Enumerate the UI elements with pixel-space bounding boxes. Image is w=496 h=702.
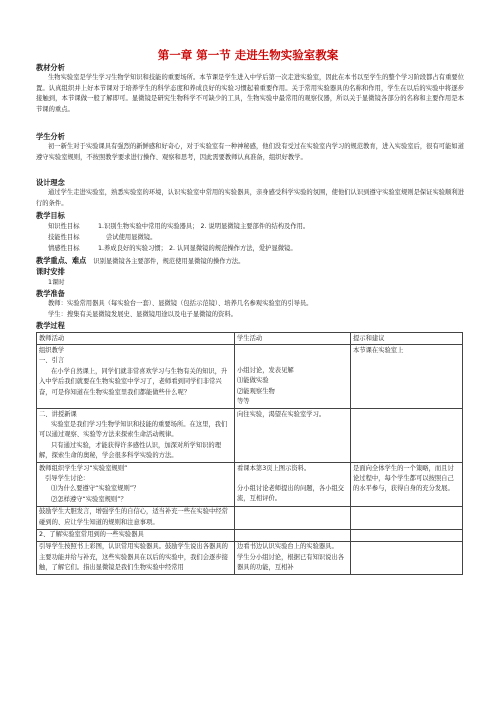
cell-line: ⑵怎样遵守“实验室规则”？ bbox=[51, 495, 127, 503]
cell-spacer bbox=[237, 346, 348, 366]
cell-line: 边看书边认识实验台上的实验器具。 bbox=[237, 543, 338, 551]
section-heading-goals: 教学目标 bbox=[36, 211, 65, 220]
cell-line: 教师组织学生学习“实验室规则” bbox=[39, 464, 128, 472]
students-paragraph: 初一新生对于实验课具有强烈的新鲜感和好奇心，对于实验室有一种神秘感，他们没有受过在实验室内学习的规范教育，进入实验室后，很有可能如道遵守实验室规则，不按照教学要求进行操作、观察和思考，因此需要教师认真准备，组织好教学。 bbox=[36, 143, 464, 161]
student-cell bbox=[235, 409, 351, 463]
cell-line: 小组讨论，发表见解 bbox=[237, 366, 294, 374]
student-cell bbox=[235, 506, 351, 529]
schedule-text: 1课时 bbox=[48, 279, 65, 286]
header-teacher: 教师活动 bbox=[37, 333, 235, 345]
cell-line: 实验室是我们学习生物学知识和技能的重要场所。在这里，我们可以通过观察、实验等方法来探索生命活动规律。 bbox=[39, 420, 228, 439]
student-cell bbox=[235, 345, 351, 409]
cell-line: 只有通过实验，才能获得许多感性认识，加深对所学知识的理解，探索生命的奥秘，学会很多科学实验的方法。 bbox=[39, 441, 222, 460]
concept-paragraph: 通过学生走进实验室，熟悉实验室的环境，认识实验室中常用的实验器具，亲身感受科学实验的氛围，使他们认识到遵守实验室规则是保证实验顺利进行的条件。 bbox=[36, 189, 464, 207]
section-heading-concept: 设计理念 bbox=[36, 178, 65, 187]
table-header-row bbox=[37, 333, 463, 345]
teacher-cell bbox=[37, 541, 235, 574]
cell-line: 本节课在实验室上 bbox=[353, 346, 404, 354]
teacher-cell bbox=[37, 409, 235, 463]
skill-goal-text: 尝试使用显微镜。 bbox=[106, 234, 157, 241]
tip-cell bbox=[351, 506, 463, 529]
cell-line: 2、了解实验室常用到的一些实验器具 bbox=[39, 531, 144, 538]
table-row bbox=[37, 529, 463, 541]
cell-line: 引导学生按照书上彩图，认识常用实验器具。鼓励学生说出各器具的主要功能并给与补充，这些实验器具在以后的实验中，我们会逐步接触，了解它们。指出显微镜是我们生物实验中经常用 bbox=[39, 543, 228, 572]
cell-line: 引导学生讨论： bbox=[45, 474, 90, 482]
tip-cell bbox=[351, 463, 463, 507]
tip-cell bbox=[351, 409, 463, 463]
section-heading-students: 学生分析 bbox=[36, 132, 65, 141]
analysis-paragraph: 生物实验室是学生学习生物学知识和技能的重要场所。本节课是学生进入中学后第一次走进实验室，因此在本书以至学生的整个学习阶段都占有重要位置。认真组织并上好本节课对于培养学生的科学态度和养成良好的实验习惯起着重要作用。关于常用实验器具的名称和作用，学生在以后的实验中将逐步接触到，本节课做一般了解即可。显微镜是研究生物科学不可缺少的工具，生物实验中最常用的观察仪器，所以关于显微镜各部分的名称和主要作用是本节课的重点。 bbox=[36, 74, 464, 113]
table-row bbox=[37, 345, 463, 409]
emotion-goal-text: 1.养成良好的实验习惯； 2. 认同显微镜的规范操作方法，爱护显微镜。 bbox=[98, 245, 297, 252]
teacher-cell bbox=[37, 506, 235, 529]
cell-line: 分小组讨论老师提出的问题，各小组交流，互相评价。 bbox=[237, 484, 345, 503]
cell-line: 二、讲授新课 bbox=[39, 410, 77, 418]
cell-line: ⑵能观察生物 bbox=[237, 387, 275, 395]
table-row bbox=[37, 541, 463, 574]
tip-cell bbox=[351, 541, 463, 574]
teacher-cell bbox=[37, 463, 235, 507]
cell-line: 等等 bbox=[237, 398, 250, 406]
key-points-text: 识别显微镜各主要部件，规范使用显微镜的操作方法。 bbox=[93, 258, 245, 265]
teacher-preparation: 教师：实验常用器具（每实验台一套）、显微镜（包括示范镜）、培养几名参观实验室的引导员。 bbox=[48, 300, 313, 307]
header-student: 学生活动 bbox=[235, 333, 351, 345]
cell-line: ⑴为什么要遵守“实验室规则”？ bbox=[51, 485, 140, 493]
section-heading-schedule: 课时安排 bbox=[36, 267, 65, 276]
section-heading-preparation: 教学准备 bbox=[36, 289, 65, 298]
emotion-goal-label: 情感性目标 bbox=[48, 245, 80, 252]
table-row bbox=[37, 506, 463, 529]
header-tip: 提示和建议 bbox=[351, 333, 463, 345]
cell-line: 是面向全体学生的一个策略，而且讨论过程中，每个学生都可以按照自己的水平参与，获得自身的充分发展。 bbox=[353, 464, 454, 493]
table-row bbox=[37, 409, 463, 463]
teacher-cell bbox=[37, 345, 235, 409]
cell-line: 向往实验，渴望在实验室学习。 bbox=[237, 410, 326, 418]
document-title: 第一章 第一节 走进生物实验室教案 bbox=[157, 48, 339, 62]
cell-line: ⑴能做实验 bbox=[237, 377, 269, 385]
knowledge-goal-label: 知识性目标 bbox=[48, 223, 80, 230]
student-cell bbox=[235, 541, 351, 574]
process-table bbox=[36, 332, 463, 575]
section-heading-process: 教学过程 bbox=[36, 321, 65, 330]
cell-line: 鼓励学生大胆发言，增强学生的自信心，适当补充一些在实验中经常碰到的、应让学生知道的规则和注意事项。 bbox=[39, 508, 228, 526]
section-heading-analysis: 教材分析 bbox=[36, 63, 65, 72]
student-preparation: 学生：搜集有关显微镜发展史、显微镜用途以及电子显微镜的资料。 bbox=[48, 311, 237, 318]
cell-line: 学生分小组讨论，根据已有知识说出各器具的功能，互相补 bbox=[237, 553, 345, 572]
table-row bbox=[37, 463, 463, 507]
tip-cell bbox=[351, 529, 463, 541]
cell-line: 组织教学 bbox=[39, 346, 65, 354]
section-heading-key-points: 教学重点、难点 bbox=[36, 256, 87, 265]
key-points-line bbox=[36, 256, 244, 267]
cell-spacer bbox=[237, 474, 348, 484]
student-cell bbox=[235, 463, 351, 507]
knowledge-goal-text: 1.识别生物实验中常用的实验器具； 2. 说明显微镜主要部件的结构及作用。 bbox=[98, 223, 310, 230]
cell-line: 看课本第3页上图示资料。 bbox=[237, 464, 311, 472]
cell-line: 在小学自然课上，同学们就非常喜欢学习与生物有关的知识，升入中学后我们就要在生物实验室中学习了，老师看到同学们非常兴奋，可是你知道在生物实验室里我们都能做些什么呢？ bbox=[39, 367, 228, 396]
cell-line: 一、引言 bbox=[39, 357, 65, 365]
skill-goal-label: 技能性目标 bbox=[48, 234, 80, 241]
teacher-cell bbox=[37, 529, 235, 541]
tip-cell bbox=[351, 345, 463, 409]
student-cell bbox=[235, 529, 351, 541]
